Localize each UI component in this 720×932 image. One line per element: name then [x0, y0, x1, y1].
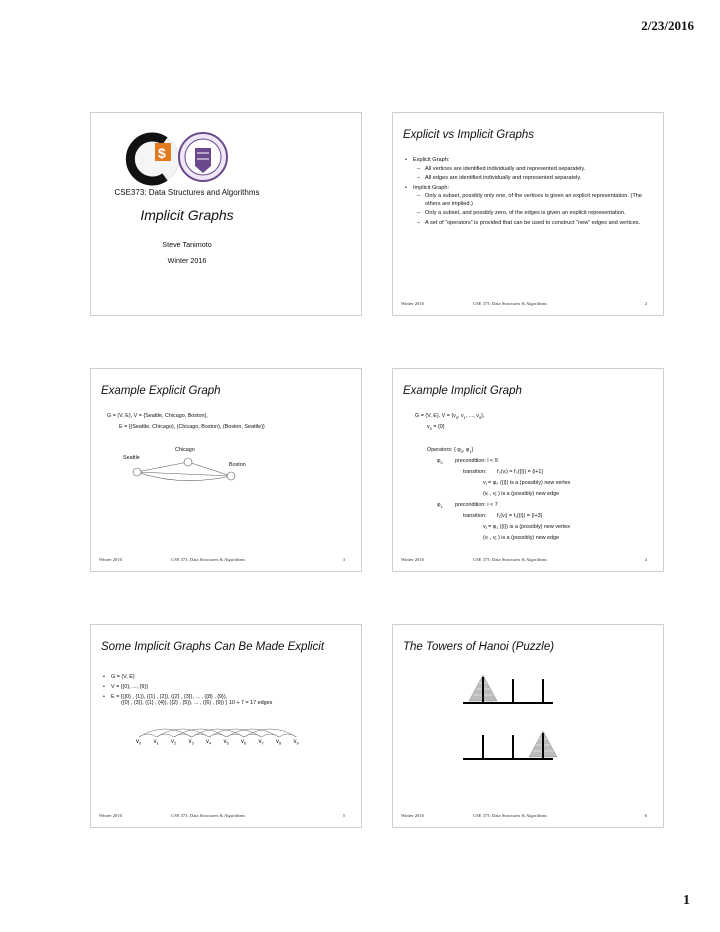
vertex-label: $v_9$ [293, 739, 299, 746]
footer-course: CSE 373: Data Structures & Algorithms [473, 301, 547, 306]
vertex-label: $v_6$ [241, 739, 247, 746]
slide-title: Example Explicit Graph [101, 385, 221, 397]
slide-4 [392, 368, 664, 572]
operator-phi0-new-vertex: vⱼ = φ₀ ({i}) is a (possibly) new vertex [483, 480, 571, 486]
edge-arc-plus1 [192, 734, 210, 737]
footer-course: CSE 373: Data Structures & Algorithms [171, 813, 245, 818]
operators-line: Operators: { $\varphi_0$, $\varphi_1$} [427, 447, 474, 455]
vertex-label: $v_4$ [206, 739, 212, 746]
vertex-label: $v_1$ [153, 739, 159, 746]
sub-bullet-item: – Only a subset, and possibly zero, of the edges is given an explicit representation. [403, 210, 649, 218]
lecture-title: Implicit Graphs [140, 207, 234, 223]
graph-definition-line: G = (V, E), V = {Seattle, Chicago, Boston}, [107, 413, 208, 419]
operator-phi0-transition: f₀(vᵢ) = f₀({i}) = {i+1} [497, 469, 544, 475]
bullet-item: • V = {{0}, ..., {9}} [101, 683, 347, 692]
transition-label: transition: [463, 513, 487, 519]
label-boston: Boston [229, 462, 246, 468]
edge-arc-plus1 [279, 734, 297, 737]
node-seattle [133, 468, 141, 476]
edge-set-line: E = {(Seattle, Chicago), (Chicago, Boston), (Boston, Seattle)} [119, 424, 265, 430]
footer-term: Winter 2016 [99, 557, 122, 562]
edge-arc-plus1 [139, 734, 157, 737]
slide-title: Example Implicit Graph [403, 385, 522, 397]
operator-phi1-transition: f₁(vᵢ) = f₁({i}) = {i+3} [497, 513, 543, 519]
sub-bullet-item: – All edges are identified individually and represented separately. [403, 175, 649, 183]
edge-arc-plus3 [139, 729, 192, 737]
vertex-label: $v_3$ [188, 739, 194, 746]
bullet-list [403, 157, 649, 229]
footer-course: CSE 373: Data Structures & Algorithms [473, 557, 547, 562]
footer-course: CSE 373: Data Structures & Algorithms [171, 557, 245, 562]
operator-phi0-new-edge: (vᵢ , vⱼ ) is a (possibly) new edge [483, 491, 560, 497]
slide-title: Some Implicit Graphs Can Be Made Explicit [101, 641, 325, 653]
label-chicago: Chicago [175, 447, 195, 453]
edge-seattle-chicago [137, 462, 188, 472]
slide-footer [401, 557, 655, 565]
operator-phi1-new-vertex: vⱼ = φ₁ ({i}) is a (possibly) new vertex [483, 524, 570, 530]
sub-bullet-item: – All vertices are identified individually and represented separately. [403, 166, 649, 174]
slide-number: 3 [342, 557, 345, 562]
bullet-item: • Implicit Graph: [403, 185, 649, 193]
graph-definition-line: G = (V, E), $V = \{v_0$, $v_1$, ..., $v_9$}, [415, 413, 485, 421]
label-seattle: Seattle [123, 455, 140, 461]
edge-arc-plus3 [157, 729, 210, 737]
edge-arc-plus1 [174, 734, 192, 737]
edge-arc-plus3 [174, 729, 227, 737]
page-number: 1 [683, 893, 690, 908]
svg-text:$: $ [158, 145, 166, 161]
bullet-item: • E = {({0} , {1}), ({1} , {2}), ({2} , {3}), ... , ({8} , {9}), [101, 693, 347, 702]
implicit-graph-chain-diagram [91, 625, 362, 828]
edge-arc-plus1 [262, 734, 280, 737]
edge-chicago-boston [188, 462, 231, 476]
operator-phi1-symbol: $\varphi_1$ [437, 502, 443, 510]
uw-cse-logo [125, 129, 235, 187]
hanoi-state-start [463, 675, 553, 703]
vertex-label: $v_2$ [171, 739, 177, 746]
slide-6 [392, 624, 664, 828]
bullet-item: • Explicit Graph: [403, 157, 649, 165]
slide-number: 5 [342, 813, 345, 818]
footer-term: Winter 2016 [401, 813, 424, 818]
vertex-label: $v_7$ [258, 739, 264, 746]
slide-number: 4 [644, 557, 647, 562]
slide-5 [90, 624, 362, 828]
edge-arc-plus1 [244, 734, 262, 737]
transition-label: transition: [463, 469, 487, 475]
footer-term: Winter 2016 [401, 301, 424, 306]
slide-title: The Towers of Hanoi (Puzzle) [403, 641, 555, 653]
edge-set-continuation: ({0} , {3}), ({1} , {4}), ({2} , {5}), ... , ({6} , {9}) } 10 + 7 = 17 edges [121, 700, 273, 706]
hanoi-state-goal [463, 731, 557, 759]
vertex-label: $v_5$ [223, 739, 229, 746]
edge-arc-plus3 [209, 729, 262, 737]
footer-term: Winter 2016 [401, 557, 424, 562]
sub-bullet-item: – A set of “operators” is provided that can be used to construct “new” edges and vertices. [403, 220, 649, 228]
author-name: Steve Tanimoto [162, 240, 212, 249]
slide-footer [401, 813, 655, 821]
vertex-label: $v_0$ [136, 739, 142, 746]
edge-arc-plus3 [192, 729, 245, 737]
slide-title: Explicit vs Implicit Graphs [403, 129, 535, 141]
edge-arc-plus3 [227, 729, 280, 737]
node-boston [227, 472, 235, 480]
operator-phi0-precondition: precondition: i < 9 [455, 458, 498, 464]
slide-2 [392, 112, 664, 316]
footer-term: Winter 2016 [99, 813, 122, 818]
slide-footer [99, 557, 353, 565]
edge-arc-plus1 [209, 734, 227, 737]
slide-3 [90, 368, 362, 572]
operator-phi1-new-edge: (vᵢ , vⱼ ) is a (possibly) new edge [483, 535, 560, 541]
sub-bullet-item: – Only a subset, possibly only one, of the vertices is given an explicit representation. (The others are implied.) [403, 193, 649, 208]
page-date: 2/23/2016 [641, 18, 694, 33]
operator-phi1-precondition: precondition: i < 7 [455, 502, 498, 508]
explicit-graph-diagram [91, 369, 362, 572]
edge-boston-seattle [137, 472, 231, 481]
node-chicago [184, 458, 192, 466]
bullet-item: • G = (V, E) [101, 673, 347, 682]
edge-arc-plus3 [244, 729, 297, 737]
slide-number: 2 [644, 301, 647, 306]
term-label: Winter 2016 [167, 256, 207, 265]
slide-1 [90, 112, 362, 316]
edge-arc-plus1 [227, 734, 245, 737]
edge-arc-plus1 [157, 734, 175, 737]
initial-vertex-line: $v_0 = \{0\}$ [427, 424, 445, 432]
operator-phi0-symbol: $\varphi_0$ [437, 458, 443, 466]
footer-course: CSE 373: Data Structures & Algorithms [473, 813, 547, 818]
slide-footer [99, 813, 353, 821]
slide-footer [401, 301, 655, 309]
towers-of-hanoi-illustration [393, 625, 664, 828]
vertex-label: $v_8$ [276, 739, 282, 746]
course-title: CSE373: Data Structures and Algorithms [114, 188, 260, 197]
slide-number: 6 [644, 813, 647, 818]
